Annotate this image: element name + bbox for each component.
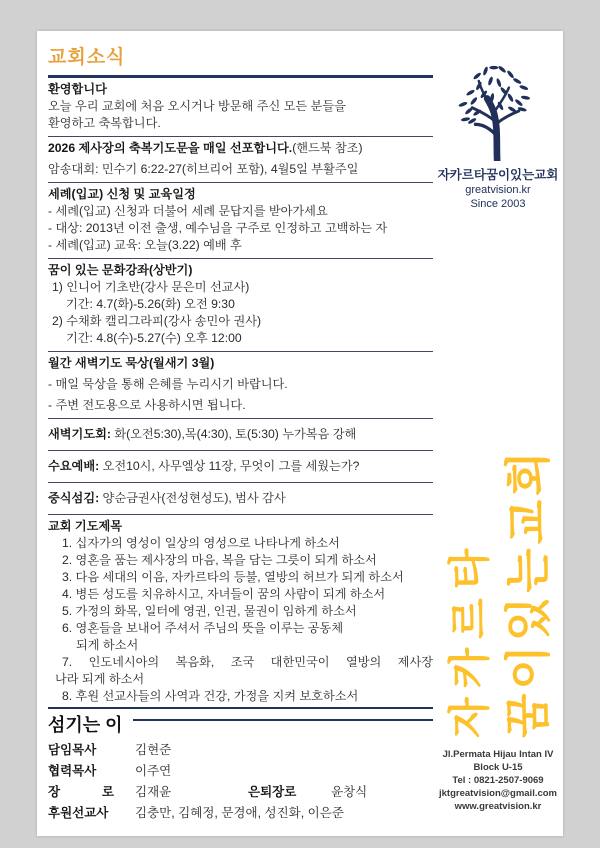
contact-email: jktgreatvision@gmail.com <box>438 788 558 799</box>
contact-address-line: Block U-15 <box>473 762 523 773</box>
welcome-line: 환영하고 축복합니다. <box>48 116 161 130</box>
staff-role: 장 로 <box>48 785 114 799</box>
staff-name: 윤창식 <box>331 785 368 799</box>
staff-role: 후원선교사 <box>48 806 109 820</box>
section-proclamation <box>48 137 433 183</box>
section-baptism <box>48 183 433 259</box>
prayer-item: 2. 영혼을 품는 제사장의 마음, 복을 담는 그릇이 되게 하소서 <box>62 553 377 567</box>
section-meditation <box>48 352 433 419</box>
bulletin-page <box>37 31 563 836</box>
prayer-item: 4. 병든 성도를 치유하시고, 자녀들이 꿈의 사람이 되게 하소서 <box>62 587 386 601</box>
baptism-title: 세례(입교) 신청 및 교육일정 <box>48 187 196 201</box>
prayer-item: 6. 영혼들을 보내어 주셔서 주님의 뜻을 이루는 공동체 <box>62 621 344 635</box>
page-title: 교회소식 <box>48 47 126 68</box>
wednesday-worship-line: 수요예배: 오전10시, 사무엘상 11장, 무엇이 그를 세웠는가? <box>48 459 360 473</box>
proclamation-title: 2026 제사장의 축복기도문을 매일 선포합니다.(핸드북 참조) <box>48 141 363 155</box>
contact-phone: Tel : 0821-2507-9069 <box>452 775 544 786</box>
contact-block <box>427 748 569 813</box>
prayer-item: 8. 후원 선교사들의 사역과 건강, 가정을 지켜 보호하소서 <box>62 689 359 703</box>
staff-name: 김현준 <box>135 743 172 757</box>
church-website: greatvision.kr <box>465 184 531 196</box>
prayer-item: 1. 십자가의 영성이 일상의 영성으로 나타나게 하소서 <box>62 536 340 550</box>
church-logo <box>433 61 563 211</box>
section-lunch-service <box>48 483 433 515</box>
meditation-title: 월간 새벽기도 묵상(월새기 3월) <box>48 356 215 370</box>
section-dawn-prayer <box>48 419 433 451</box>
prayer-item-continuation: 나라 되게 하소서 <box>55 672 145 686</box>
staff-row <box>48 740 433 761</box>
contact-website: www.greatvision.kr <box>454 801 542 812</box>
staff-row <box>48 782 433 803</box>
culture-item: 기간: 4.8(수)-5.27(수) 오후 12:00 <box>66 331 242 345</box>
staff-list <box>48 740 433 824</box>
tree-logo-icon <box>452 61 544 161</box>
baptism-item: - 세례(입교) 신청과 더불어 세례 문답지를 받아가세요 <box>48 204 328 218</box>
welcome-title: 환영합니다 <box>48 82 107 96</box>
prayer-title: 교회 기도제목 <box>48 519 123 533</box>
vertical-banner-word-1: 자카르타 <box>446 539 493 738</box>
lunch-service-line: 중식섬김: 양순금권사(전성현성도), 범사 감사 <box>48 491 286 505</box>
section-prayer-topics <box>48 515 433 707</box>
prayer-item: 7. 인도네시아의 복음화, 조국 대한민국이 열방의 제사장 <box>62 655 433 669</box>
prayer-item: 3. 다음 세대의 이음, 자카르타의 등불, 열방의 허브가 되게 하소서 <box>62 570 404 584</box>
staff-row <box>48 761 433 782</box>
church-since: Since 2003 <box>470 198 526 210</box>
culture-item: 1) 인니어 기초반(강사 문은미 선교사) <box>52 280 250 294</box>
serving-title: 섬기는 이 <box>48 715 123 735</box>
church-name: 자카르타꿈이있는교회 <box>437 168 559 182</box>
section-welcome <box>48 78 433 137</box>
culture-item: 기간: 4.7(화)-5.26(화) 오전 9:30 <box>66 297 235 311</box>
dawn-prayer-line: 새벽기도회: 화(오전5:30),목(4:30), 토(5:30) 누가복음 강해 <box>48 427 357 441</box>
prayer-list <box>48 535 433 705</box>
sidebar <box>433 31 563 836</box>
prayer-item-continuation: 되게 하소서 <box>76 638 139 652</box>
staff-role: 은퇴장로 <box>248 785 297 799</box>
staff-name: 김재윤 <box>135 785 172 799</box>
section-wednesday-worship <box>48 451 433 483</box>
prayer-item: 5. 가정의 화목, 일터에 영권, 인권, 물권이 임하게 하소서 <box>62 604 357 618</box>
meditation-item: - 주변 전도용으로 사용하시면 됩니다. <box>48 398 246 412</box>
proclamation-line: 암송대회: 민수기 6:22-27(히브리어 포함), 4월5일 부활주일 <box>48 162 359 176</box>
meditation-item: - 매일 묵상을 통해 은혜를 누리시기 바랍니다. <box>48 377 288 391</box>
section-culture-class <box>48 259 433 352</box>
staff-name: 이주연 <box>135 764 172 778</box>
welcome-line: 오늘 우리 교회에 처음 오시거나 방문해 주신 모든 분들을 <box>48 99 346 113</box>
serving-header <box>48 713 433 737</box>
baptism-item: - 세례(입교) 교육: 오늘(3.22) 예배 후 <box>48 238 242 252</box>
news-column <box>48 45 433 824</box>
staff-role: 담임목사 <box>48 743 97 757</box>
serving-title-rule <box>133 719 433 721</box>
culture-item: 2) 수채화 캘리그라피(강사 송민아 권사) <box>52 314 262 328</box>
staff-name: 김충만, 김혜정, 문경애, 성진화, 이은준 <box>135 806 344 820</box>
vertical-banner-word-2: 꿈이있는교회 <box>502 447 554 738</box>
staff-row <box>48 803 433 824</box>
baptism-item: - 대상: 2013년 이전 출생, 예수님을 구주로 인정하고 고백하는 자 <box>48 221 388 235</box>
staff-role: 협력목사 <box>48 764 97 778</box>
serving-divider <box>48 707 433 709</box>
culture-title: 꿈이 있는 문화강좌(상반기) <box>48 263 193 277</box>
contact-address-line: Jl.Permata Hijau Intan IV <box>442 749 554 760</box>
